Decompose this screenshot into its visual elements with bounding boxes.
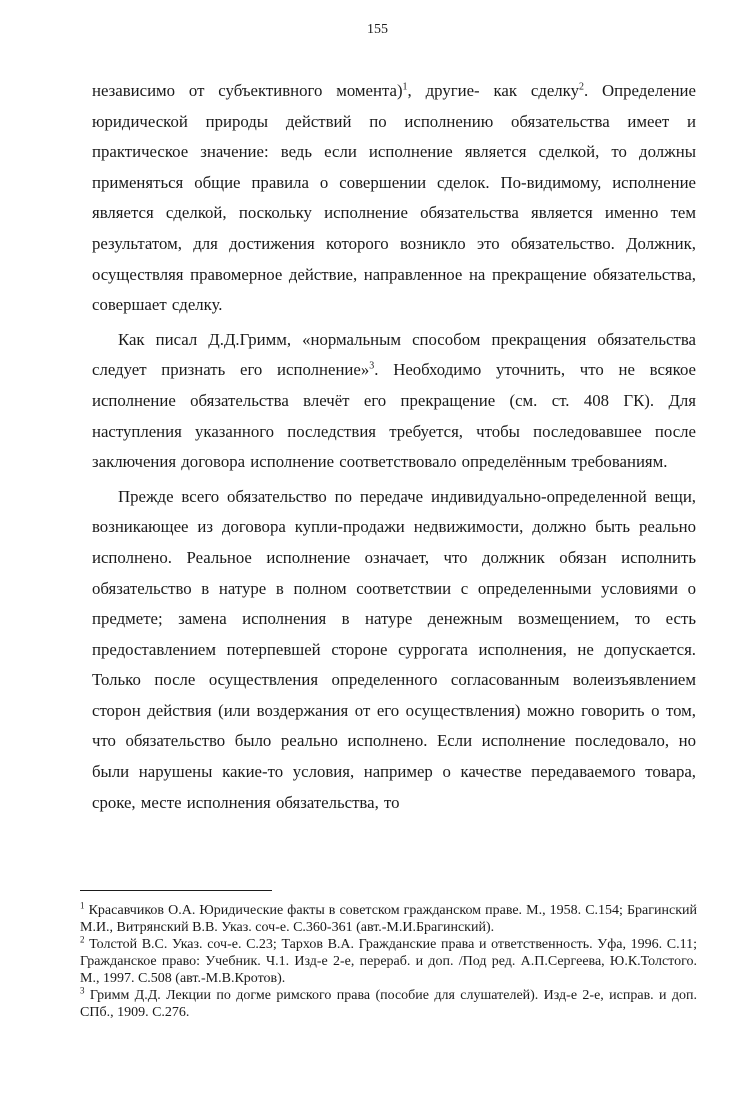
footnotes (80, 902, 697, 1021)
paragraph-3: Прежде всего обязательство по передаче индивидуально-определенной вещи, возникающее из договора купли-продажи недвижимости, должно быть реально исполнено. Реальное исполнение означает, что должник обязан исполнить обязательство в натуре в полном соответствии с определенными условиями о предмете; замена исполнения в натуре денежным возмещением, то есть предоставлением потерпевшей стороне суррогата исполнения, не допускается. Только после осуществления определенного согласованным волеизъявлением сторон действия (или воздержания от его осуществления) можно говорить о том, что обязательство было реально исполнено. Если исполнение последовало, но были нарушены какие-то условия, например о качестве передаваемого товара, сроке, месте исполнения обязательства, то (92, 486, 696, 812)
footnote-divider (80, 890, 272, 891)
paragraph-2 (92, 325, 696, 478)
footnote-ref-2: 2 (578, 81, 584, 93)
footnote-ref-1: 1 (402, 81, 408, 93)
footnote-text-3: Гримм Д.Д. Лекции по догме римского права (пособие для слушателей). Изд-е 2-е, исправ. и доп. СПб., 1909. С.276. (80, 988, 698, 1020)
paragraph-1-text-c: . Определение юридической природы действий по исполнению обязательства имеет и практическое значение: ведь если исполнение является сделкой, то должны применяться общие правила о совершении сделок. По-видимому, исполнение является сделкой, поскольку исполнение обязательства является именно тем результатом, для достижения которого возникло это обязательство. Должник, осуществляя правомерное действие, направленное на прекращение обязательства, совершает сделку. (92, 81, 696, 315)
footnote-marker-3: 3 (80, 985, 85, 996)
paragraph-2-text-b: . Необходимо уточнить, что не всякое исполнение обязательства влечёт его прекращение (см. ст. 408 ГК). Для наступления указанного последствия требуется, чтобы последовавшее после заключения договора исполнение соответствовало определённым требованиям. (92, 360, 696, 472)
footnote-1 (80, 902, 697, 936)
footnote-text-1: Красавчиков О.А. Юридические факты в советском гражданском праве. М., 1958. С.154; Брагинский М.И., Витрянский В.В. Указ. соч-е. С.360-361 (авт.-М.И.Брагинский). (80, 903, 697, 935)
footnote-marker-2: 2 (80, 934, 85, 945)
page-number: 155 (367, 22, 388, 37)
paragraph-2-text-a: Как писал Д.Д.Гримм, «нормальным способом прекращения обязательства следует признать его исполнение» (92, 329, 696, 380)
paragraph-1-text-a: независимо от субъективного момента) (92, 81, 403, 100)
footnote-ref-3: 3 (369, 360, 375, 372)
footnote-marker-1: 1 (80, 900, 85, 911)
footnote-2 (80, 936, 697, 987)
paragraph-1-text-b: , другие- как сделку (407, 81, 579, 100)
footnote-3 (80, 987, 697, 1021)
body-text (92, 76, 696, 818)
paragraph-1 (92, 76, 696, 321)
footnote-text-2: Толстой В.С. Указ. соч-е. С.23; Тархов В.А. Гражданские права и ответственность. Уфа, 1996. С.11; Гражданское право: Учебник. Ч.1. Изд-е 2-е, перераб. и доп. /Под ред. А.П.Сергеева, Ю.К.Толстого. М., 1997. С.508 (авт.-М.В.Кротов). (80, 937, 697, 986)
